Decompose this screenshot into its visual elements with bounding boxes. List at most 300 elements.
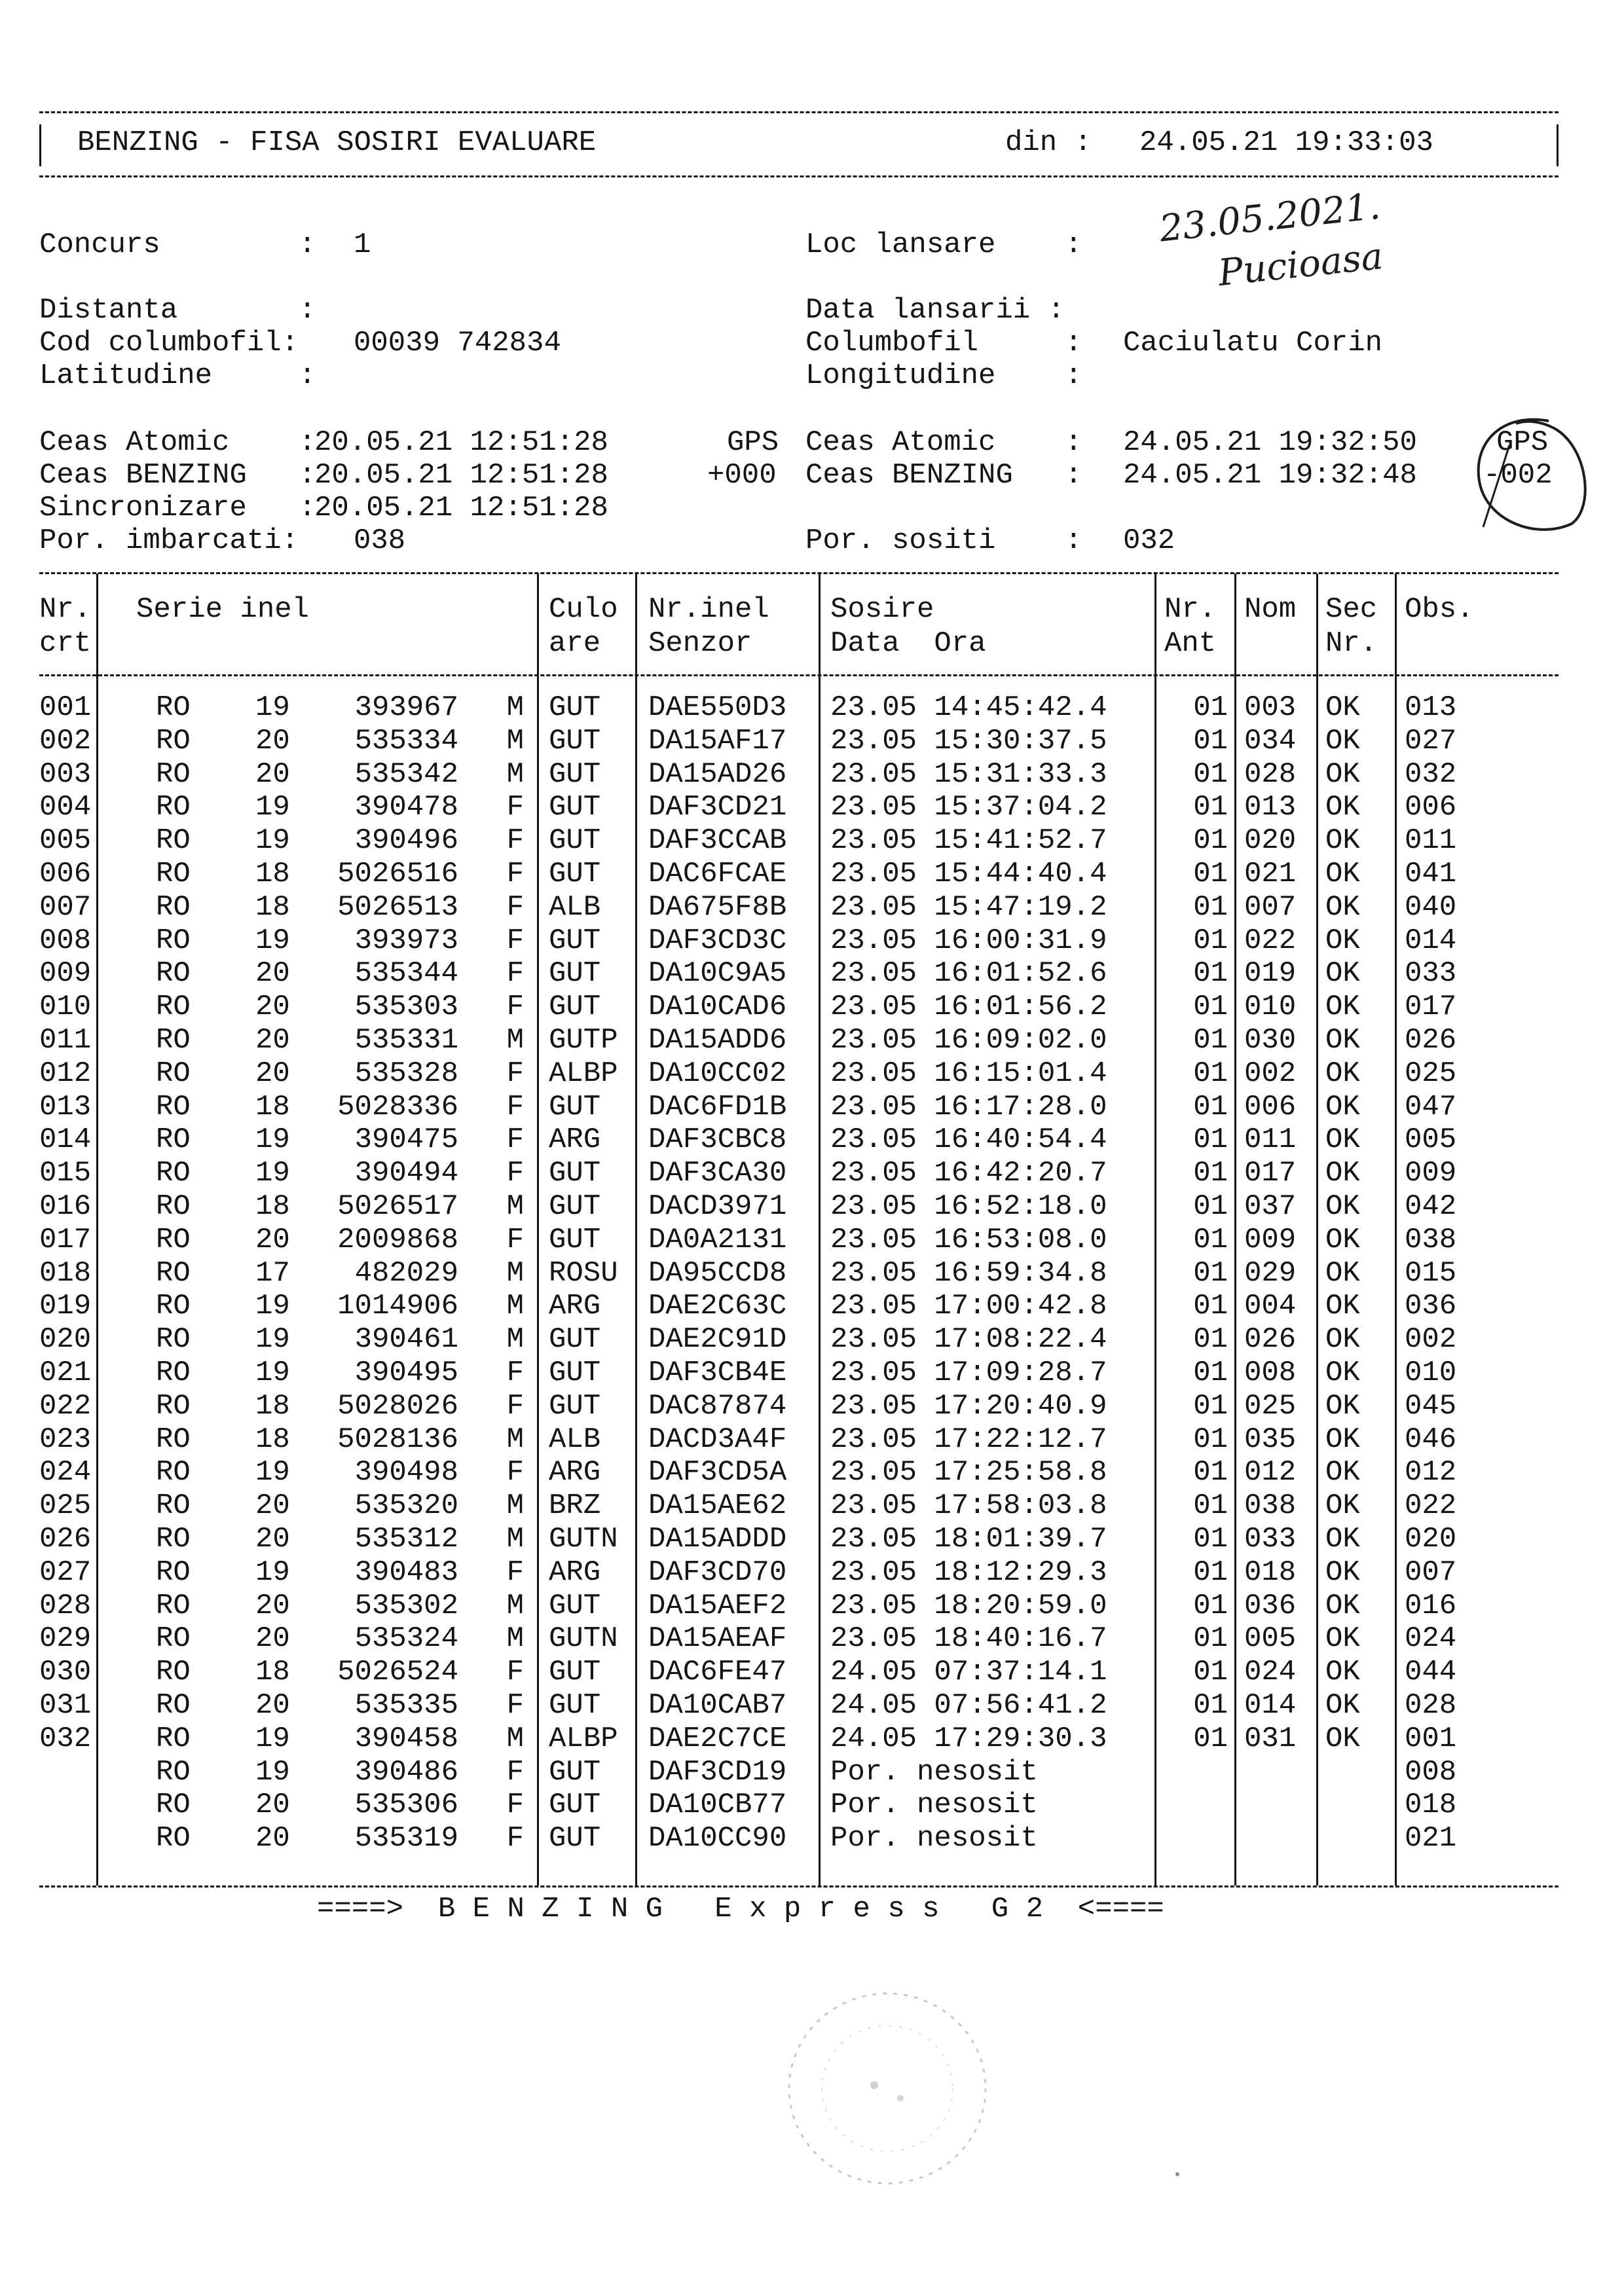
cell-an: 20 bbox=[255, 991, 290, 1024]
table-row bbox=[0, 1289, 1624, 1323]
cell-senzor: DAF3CD5A bbox=[648, 1456, 787, 1489]
table-row bbox=[0, 724, 1624, 758]
cell-nr: 027 bbox=[39, 1556, 92, 1589]
cell-culoare: GUT bbox=[549, 1190, 601, 1223]
cell-sosire: 23.05 15:47:19.2 bbox=[830, 890, 1107, 924]
cell-an: 19 bbox=[255, 924, 290, 957]
longitudine-label: Longitudine : bbox=[805, 359, 1082, 392]
cell-culoare: GUT bbox=[549, 1223, 601, 1256]
cell-nr: 021 bbox=[39, 1357, 92, 1389]
cell-obs: 033 bbox=[1405, 957, 1457, 991]
cell-culoare: GUT bbox=[549, 1689, 601, 1722]
cell-obs: 028 bbox=[1405, 1689, 1457, 1722]
cell-nr: 006 bbox=[39, 858, 92, 890]
cell-ant: 01 bbox=[1193, 1589, 1228, 1622]
cell-nom: 034 bbox=[1244, 724, 1297, 757]
cell-sex: F bbox=[506, 1157, 524, 1190]
cell-culoare: GUT bbox=[549, 1357, 601, 1389]
cell-sec: OK bbox=[1325, 1556, 1360, 1589]
cell-sex: M bbox=[506, 691, 524, 724]
cell-inel: 482029 bbox=[354, 1256, 458, 1290]
cell-inel: 390478 bbox=[354, 791, 458, 824]
cell-sex: M bbox=[506, 1323, 524, 1357]
cell-obs: 032 bbox=[1405, 757, 1457, 791]
table-row bbox=[0, 1821, 1624, 1855]
cell-ant: 01 bbox=[1193, 1190, 1228, 1223]
cell-obs: 016 bbox=[1405, 1589, 1457, 1622]
cell-an: 20 bbox=[255, 1589, 290, 1622]
table-row bbox=[0, 1423, 1624, 1457]
cell-sosire: 23.05 14:45:42.4 bbox=[830, 691, 1107, 724]
cell-tara: RO bbox=[156, 1057, 191, 1090]
cell-sosire: 23.05 15:41:52.7 bbox=[830, 824, 1107, 858]
cell-an: 20 bbox=[255, 1689, 290, 1722]
table-row bbox=[0, 1788, 1624, 1822]
cell-sosire: 23.05 16:01:56.2 bbox=[830, 991, 1107, 1024]
cell-nr: 015 bbox=[39, 1157, 92, 1190]
cell-culoare: ALBP bbox=[549, 1722, 618, 1755]
cell-tara: RO bbox=[156, 890, 191, 924]
cell-tara: RO bbox=[156, 1556, 191, 1589]
cell-culoare: GUT bbox=[549, 924, 601, 957]
cell-obs: 047 bbox=[1405, 1090, 1457, 1123]
cell-sex: M bbox=[506, 1190, 524, 1223]
cell-sec: OK bbox=[1325, 957, 1360, 991]
cell-sec: OK bbox=[1325, 1223, 1360, 1256]
cell-senzor: DA15AE62 bbox=[648, 1489, 787, 1523]
cell-inel: 5028026 bbox=[337, 1389, 458, 1423]
cell-sec: OK bbox=[1325, 824, 1360, 858]
cell-senzor: DA10C9A5 bbox=[648, 957, 787, 991]
cell-sex: F bbox=[506, 1789, 524, 1822]
loc-lansare-label: Loc lansare : bbox=[805, 228, 1082, 261]
sincronizare-value: 20.05.21 12:51:28 bbox=[314, 492, 608, 524]
cell-nom: 020 bbox=[1244, 824, 1297, 858]
cell-tara: RO bbox=[156, 1389, 191, 1423]
cell-ant: 01 bbox=[1193, 1456, 1228, 1489]
r-ceas-benzing-value: 24.05.21 19:32:48 bbox=[1123, 459, 1417, 492]
cell-ant: 01 bbox=[1193, 1357, 1228, 1389]
cell-nom: 019 bbox=[1244, 957, 1297, 991]
cell-senzor: DAE550D3 bbox=[648, 691, 787, 724]
cell-nr: 014 bbox=[39, 1123, 92, 1157]
cell-sosire: 23.05 16:01:52.6 bbox=[830, 957, 1107, 991]
dot-mark bbox=[1175, 2172, 1179, 2176]
print-date: 24.05.21 19:33:03 bbox=[1139, 126, 1433, 159]
cell-sec: OK bbox=[1325, 1256, 1360, 1290]
cell-nom: 005 bbox=[1244, 1622, 1297, 1656]
cell-an: 18 bbox=[255, 1190, 290, 1223]
cell-senzor: DAF3CA30 bbox=[648, 1157, 787, 1190]
cell-sec: OK bbox=[1325, 890, 1360, 924]
cell-inel: 535344 bbox=[354, 957, 458, 991]
cell-obs: 012 bbox=[1405, 1456, 1457, 1489]
table-row bbox=[0, 1755, 1624, 1789]
table-row bbox=[0, 790, 1624, 824]
cell-an: 19 bbox=[255, 1722, 290, 1755]
cell-culoare: ARG bbox=[549, 1290, 601, 1323]
table-row bbox=[0, 691, 1624, 725]
cell-an: 19 bbox=[255, 1456, 290, 1489]
cell-ant: 01 bbox=[1193, 1656, 1228, 1689]
cell-sosire: 23.05 17:25:58.8 bbox=[830, 1456, 1107, 1489]
cell-sosire: 23.05 16:09:02.0 bbox=[830, 1024, 1107, 1057]
cell-culoare: ALB bbox=[549, 1423, 601, 1456]
cell-senzor: DAC6FCAE bbox=[648, 858, 787, 890]
cell-ant: 01 bbox=[1193, 957, 1228, 991]
cell-sosire: 23.05 16:42:20.7 bbox=[830, 1157, 1107, 1190]
cell-sosire: 23.05 16:00:31.9 bbox=[830, 924, 1107, 957]
cell-nom: 011 bbox=[1244, 1123, 1297, 1157]
cell-inel: 2009868 bbox=[337, 1223, 458, 1256]
cell-nr: 031 bbox=[39, 1689, 92, 1722]
cell-nr: 004 bbox=[39, 791, 92, 824]
r-ceas-benzing-suffix: -002 bbox=[1483, 459, 1553, 492]
cell-sec: OK bbox=[1325, 991, 1360, 1024]
cell-senzor: DAF3CBC8 bbox=[648, 1123, 787, 1157]
cell-tara: RO bbox=[156, 691, 191, 724]
cell-sec: OK bbox=[1325, 791, 1360, 824]
cell-an: 19 bbox=[255, 1357, 290, 1389]
cell-nom: 013 bbox=[1244, 791, 1297, 824]
cell-ant: 01 bbox=[1193, 1223, 1228, 1256]
cell-obs: 011 bbox=[1405, 824, 1457, 858]
cell-inel: 1014906 bbox=[337, 1290, 458, 1323]
cell-sex: M bbox=[506, 1622, 524, 1656]
cell-culoare: GUT bbox=[549, 991, 601, 1024]
cell-nom: 010 bbox=[1244, 991, 1297, 1024]
cell-an: 20 bbox=[255, 1223, 290, 1256]
cell-ant: 01 bbox=[1193, 1556, 1228, 1589]
cell-ant: 01 bbox=[1193, 1523, 1228, 1556]
cell-inel: 390475 bbox=[354, 1123, 458, 1157]
cell-ant: 01 bbox=[1193, 1157, 1228, 1190]
cell-an: 18 bbox=[255, 1656, 290, 1689]
cell-tara: RO bbox=[156, 858, 191, 890]
cell-inel: 393973 bbox=[354, 924, 458, 957]
cell-inel: 5026516 bbox=[337, 858, 458, 890]
table-row bbox=[0, 1622, 1624, 1656]
cell-senzor: DA15ADDD bbox=[648, 1523, 787, 1556]
cell-an: 19 bbox=[255, 1556, 290, 1589]
cell-nr: 018 bbox=[39, 1256, 92, 1290]
cod-label: Cod columbofil: bbox=[39, 327, 299, 359]
cell-obs: 022 bbox=[1405, 1489, 1457, 1523]
cell-sosire: 23.05 15:31:33.3 bbox=[830, 757, 1107, 791]
cell-sex: F bbox=[506, 824, 524, 858]
cell-nom: 004 bbox=[1244, 1290, 1297, 1323]
table-row bbox=[0, 1322, 1624, 1357]
data-lansarii-label: Data lansarii : bbox=[805, 294, 1065, 327]
handwritten-place: Pucioasa bbox=[1216, 234, 1385, 295]
cell-nr: 030 bbox=[39, 1656, 92, 1689]
cell-obs: 006 bbox=[1405, 791, 1457, 824]
col-nrinel-line1: Nr.inel bbox=[648, 593, 769, 626]
cell-obs: 024 bbox=[1405, 1622, 1457, 1656]
cell-nr: 016 bbox=[39, 1190, 92, 1223]
cell-ant: 01 bbox=[1193, 1389, 1228, 1423]
cell-inel: 535320 bbox=[354, 1489, 458, 1523]
cell-nr: 002 bbox=[39, 724, 92, 757]
cell-sec: OK bbox=[1325, 1323, 1360, 1357]
cell-culoare: ALB bbox=[549, 890, 601, 924]
cell-inel: 535312 bbox=[354, 1523, 458, 1556]
cell-ant: 01 bbox=[1193, 1689, 1228, 1722]
cell-senzor: DA15AEAF bbox=[648, 1622, 787, 1656]
cell-inel: 535342 bbox=[354, 757, 458, 791]
cell-obs: 013 bbox=[1405, 691, 1457, 724]
cell-culoare: GUT bbox=[549, 1090, 601, 1123]
cell-sex: F bbox=[506, 957, 524, 991]
cell-senzor: DAC87874 bbox=[648, 1389, 787, 1423]
cell-nom: 028 bbox=[1244, 757, 1297, 791]
ceas-benzing-value: 20.05.21 12:51:28 bbox=[314, 459, 608, 492]
cell-inel: 390458 bbox=[354, 1722, 458, 1755]
cell-sex: M bbox=[506, 1589, 524, 1622]
cell-nr: 028 bbox=[39, 1589, 92, 1622]
imbarcati-value: 038 bbox=[354, 524, 406, 557]
cell-an: 19 bbox=[255, 1123, 290, 1157]
cell-tara: RO bbox=[156, 1489, 191, 1523]
cell-inel: 390486 bbox=[354, 1755, 458, 1789]
cell-nom: 002 bbox=[1244, 1057, 1297, 1090]
cell-senzor: DA95CCD8 bbox=[648, 1256, 787, 1290]
cell-an: 17 bbox=[255, 1256, 290, 1290]
cell-sex: F bbox=[506, 890, 524, 924]
cell-tara: RO bbox=[156, 1523, 191, 1556]
cell-sex: F bbox=[506, 1389, 524, 1423]
cell-obs: 045 bbox=[1405, 1389, 1457, 1423]
r-ceas-benzing-label: Ceas BENZING : bbox=[805, 459, 1082, 492]
cell-culoare: GUT bbox=[549, 1157, 601, 1190]
cell-culoare: GUTP bbox=[549, 1024, 618, 1057]
table-row bbox=[0, 1057, 1624, 1091]
cell-senzor: DA15AF17 bbox=[648, 724, 787, 757]
cell-nom: 003 bbox=[1244, 691, 1297, 724]
cell-sex: F bbox=[506, 924, 524, 957]
distanta-label: Distanta : bbox=[39, 294, 316, 327]
cell-senzor: DAF3CD3C bbox=[648, 924, 787, 957]
cell-tara: RO bbox=[156, 1689, 191, 1722]
cell-sec: OK bbox=[1325, 1090, 1360, 1123]
r-ceas-atomic-label: Ceas Atomic : bbox=[805, 426, 1082, 459]
cell-nr: 017 bbox=[39, 1223, 92, 1256]
concurs-label: Concurs : bbox=[39, 228, 316, 261]
col-sosire-line1: Sosire bbox=[830, 593, 934, 626]
col-nr-line1: Nr. bbox=[39, 593, 92, 626]
cell-inel: 535302 bbox=[354, 1589, 458, 1622]
cell-sosire: 23.05 16:53:08.0 bbox=[830, 1223, 1107, 1256]
cell-sex: F bbox=[506, 1057, 524, 1090]
cell-obs: 036 bbox=[1405, 1290, 1457, 1323]
cell-sec: OK bbox=[1325, 1024, 1360, 1057]
table-row bbox=[0, 890, 1624, 924]
table-row bbox=[0, 990, 1624, 1024]
cell-sosire: 23.05 17:09:28.7 bbox=[830, 1357, 1107, 1389]
cell-tara: RO bbox=[156, 791, 191, 824]
document-title: BENZING - FISA SOSIRI EVALUARE bbox=[77, 126, 597, 159]
cell-obs: 009 bbox=[1405, 1157, 1457, 1190]
cell-ant: 01 bbox=[1193, 1256, 1228, 1290]
cell-senzor: DAE2C91D bbox=[648, 1323, 787, 1357]
cell-tara: RO bbox=[156, 1789, 191, 1822]
cell-obs: 040 bbox=[1405, 890, 1457, 924]
cell-an: 20 bbox=[255, 1523, 290, 1556]
cell-senzor: DAE2C63C bbox=[648, 1290, 787, 1323]
cell-senzor: DA0A2131 bbox=[648, 1223, 787, 1256]
cell-sosire: 23.05 18:01:39.7 bbox=[830, 1523, 1107, 1556]
cell-nom: 008 bbox=[1244, 1357, 1297, 1389]
latitudine-label: Latitudine : bbox=[39, 359, 316, 392]
cell-culoare: ARG bbox=[549, 1556, 601, 1589]
cell-obs: 007 bbox=[1405, 1556, 1457, 1589]
table-row bbox=[0, 824, 1624, 858]
cell-sex: F bbox=[506, 1090, 524, 1123]
cell-an: 18 bbox=[255, 1389, 290, 1423]
cell-obs: 027 bbox=[1405, 724, 1457, 757]
cell-inel: 5026513 bbox=[337, 890, 458, 924]
cell-sec: OK bbox=[1325, 924, 1360, 957]
cell-tara: RO bbox=[156, 1755, 191, 1789]
cell-sec: OK bbox=[1325, 724, 1360, 757]
cell-tara: RO bbox=[156, 1423, 191, 1456]
cell-senzor: DA15AEF2 bbox=[648, 1589, 787, 1622]
cell-obs: 026 bbox=[1405, 1024, 1457, 1057]
table-row bbox=[0, 1023, 1624, 1057]
cell-culoare: GUT bbox=[549, 1389, 601, 1423]
cell-sex: F bbox=[506, 1123, 524, 1157]
cell-ant: 01 bbox=[1193, 858, 1228, 890]
cell-inel: 535319 bbox=[354, 1822, 458, 1855]
table-row bbox=[0, 1389, 1624, 1423]
footer-banner: ====> B E N Z I N G E x p r e s s G 2 <==== bbox=[317, 1893, 1164, 1925]
cell-nr: 012 bbox=[39, 1057, 92, 1090]
cell-inel: 390494 bbox=[354, 1157, 458, 1190]
col-nrinel-line2: Senzor bbox=[648, 627, 752, 660]
cell-nom: 030 bbox=[1244, 1024, 1297, 1057]
cell-inel: 390461 bbox=[354, 1323, 458, 1357]
cell-inel: 390495 bbox=[354, 1357, 458, 1389]
cell-sec: OK bbox=[1325, 691, 1360, 724]
cell-tara: RO bbox=[156, 924, 191, 957]
cell-culoare: GUT bbox=[549, 724, 601, 757]
cell-sosire: Por. nesosit bbox=[830, 1755, 1038, 1789]
cell-culoare: ARG bbox=[549, 1123, 601, 1157]
cell-an: 20 bbox=[255, 724, 290, 757]
cell-ant: 01 bbox=[1193, 1722, 1228, 1755]
cell-sec: OK bbox=[1325, 1290, 1360, 1323]
cell-sosire: 23.05 16:17:28.0 bbox=[830, 1090, 1107, 1123]
cell-sex: M bbox=[506, 1423, 524, 1456]
table-row bbox=[0, 1123, 1624, 1157]
cell-culoare: GUT bbox=[549, 791, 601, 824]
ceas-benzing-label: Ceas BENZING : bbox=[39, 459, 316, 492]
cell-nr: 020 bbox=[39, 1323, 92, 1357]
table-row bbox=[0, 1589, 1624, 1623]
cell-culoare: GUTN bbox=[549, 1622, 618, 1656]
cell-tara: RO bbox=[156, 724, 191, 757]
cell-obs: 017 bbox=[1405, 991, 1457, 1024]
cell-an: 18 bbox=[255, 890, 290, 924]
cell-culoare: GUT bbox=[549, 691, 601, 724]
cod-value: 00039 742834 bbox=[354, 327, 561, 359]
cell-culoare: GUT bbox=[549, 1789, 601, 1822]
cell-sosire: 24.05 07:56:41.2 bbox=[830, 1689, 1107, 1722]
cell-nom: 009 bbox=[1244, 1223, 1297, 1256]
cell-tara: RO bbox=[156, 824, 191, 858]
cell-sosire: 23.05 18:40:16.7 bbox=[830, 1622, 1107, 1656]
cell-sosire: 23.05 16:59:34.8 bbox=[830, 1256, 1107, 1290]
cell-an: 18 bbox=[255, 858, 290, 890]
table-row bbox=[0, 957, 1624, 991]
cell-ant: 01 bbox=[1193, 1123, 1228, 1157]
table-row bbox=[0, 1190, 1624, 1224]
cell-sosire: 23.05 15:37:04.2 bbox=[830, 791, 1107, 824]
cell-ant: 01 bbox=[1193, 724, 1228, 757]
cell-sec: OK bbox=[1325, 1689, 1360, 1722]
table-row bbox=[0, 757, 1624, 792]
cell-nom: 026 bbox=[1244, 1323, 1297, 1357]
cell-an: 18 bbox=[255, 1423, 290, 1456]
cell-sosire: Por. nesosit bbox=[830, 1822, 1038, 1855]
col-ant-line2: Ant bbox=[1164, 627, 1217, 660]
table-row bbox=[0, 924, 1624, 958]
round-stamp bbox=[776, 1980, 999, 2196]
cell-culoare: GUT bbox=[549, 858, 601, 890]
col-ant-line1: Nr. bbox=[1164, 593, 1217, 626]
cell-inel: 390498 bbox=[354, 1456, 458, 1489]
cell-sex: F bbox=[506, 1223, 524, 1256]
cell-inel: 535331 bbox=[354, 1024, 458, 1057]
col-nom: Nom bbox=[1244, 593, 1297, 626]
cell-senzor: DA10CB77 bbox=[648, 1789, 787, 1822]
cell-nom: 014 bbox=[1244, 1689, 1297, 1722]
col-culoare-line2: are bbox=[549, 627, 601, 660]
table-row bbox=[0, 1256, 1624, 1290]
cell-an: 20 bbox=[255, 1489, 290, 1523]
cell-senzor: DA15ADD6 bbox=[648, 1024, 787, 1057]
col-sec-line1: Sec bbox=[1325, 593, 1378, 626]
cell-culoare: GUT bbox=[549, 1323, 601, 1357]
cell-ant: 01 bbox=[1193, 1290, 1228, 1323]
col-sec-line2: Nr. bbox=[1325, 627, 1378, 660]
cell-senzor: DACD3A4F bbox=[648, 1423, 787, 1456]
cell-ant: 01 bbox=[1193, 757, 1228, 791]
cell-sosire: 23.05 18:20:59.0 bbox=[830, 1589, 1107, 1622]
cell-tara: RO bbox=[156, 1190, 191, 1223]
cell-obs: 038 bbox=[1405, 1223, 1457, 1256]
cell-an: 20 bbox=[255, 1057, 290, 1090]
cell-an: 20 bbox=[255, 757, 290, 791]
cell-inel: 390483 bbox=[354, 1556, 458, 1589]
cell-nom: 007 bbox=[1244, 890, 1297, 924]
cell-nr: 019 bbox=[39, 1290, 92, 1323]
cell-obs: 005 bbox=[1405, 1123, 1457, 1157]
col-serie-inel: Serie inel bbox=[136, 593, 310, 626]
cell-sex: M bbox=[506, 1722, 524, 1755]
table-row bbox=[0, 1356, 1624, 1390]
columbofil-value: Caciulatu Corin bbox=[1123, 327, 1383, 359]
cell-nr: 001 bbox=[39, 691, 92, 724]
ceas-atomic-suffix: GPS bbox=[727, 426, 779, 459]
cell-obs: 002 bbox=[1405, 1323, 1457, 1357]
cell-senzor: DA675F8B bbox=[648, 890, 787, 924]
cell-sosire: Por. nesosit bbox=[830, 1789, 1038, 1822]
cell-nom: 006 bbox=[1244, 1090, 1297, 1123]
sositi-label: Por. sositi : bbox=[805, 524, 1082, 557]
cell-obs: 042 bbox=[1405, 1190, 1457, 1223]
cell-an: 20 bbox=[255, 1789, 290, 1822]
